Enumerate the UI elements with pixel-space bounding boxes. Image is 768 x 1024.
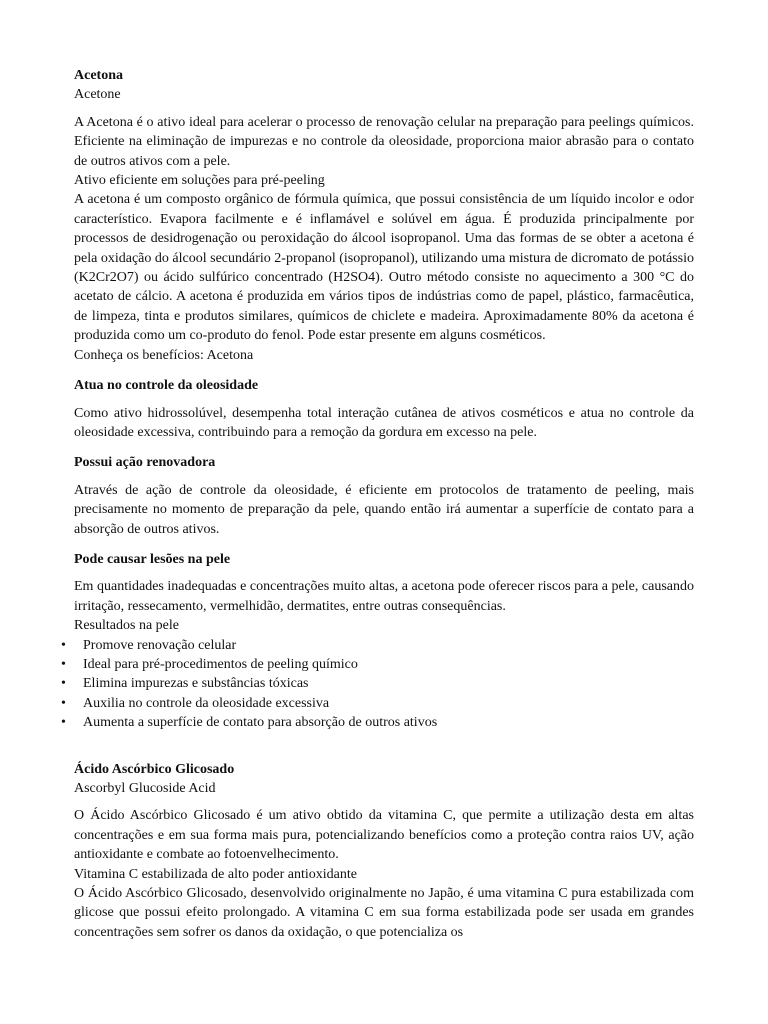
list-item <box>61 713 694 732</box>
tagline: Ativo eficiente em soluções para pré-peeling <box>74 173 325 189</box>
bullet-icon: • <box>61 695 66 711</box>
description-paragraph: A acetona é um composto orgânico de fórmula química, que possui consistência de um líquido incolor e odor característico. Evapora facilmente e é inflamável e solúvel em água. É produzida principalmente por processos de desidrogenação ou peroxidação do álcool isopropanol. Uma das formas de se obter a acetona é pela oxidação do álcool secundário 2-propanol (isopropanol), utilizando uma mistura de dicromato de potássio (K2Cr2O7) ou ácido sulfúrico concentrado (H2SO4). Outro método consiste no aquecimento a 300 °C do acetato de cálcio. A acetona é produzida em vários tipos de indústrias como de papel, plástico, farmacêutica, de limpeza, tinta e produtos similares, químicos de chiclete e madeira. Aproximadamente 80% da acetona é produzida como um co-produto do fenol. Pode estar presente em alguns cosméticos. <box>74 192 694 344</box>
document-page <box>61 66 694 942</box>
bullet-icon: • <box>61 656 66 672</box>
list-item-text: Auxilia no controle da oleosidade excessiva <box>83 695 330 711</box>
benefit-text: Em quantidades inadequadas e concentrações muito altas, a acetona pode oferecer riscos para a pele, causando irritação, ressecamento, vermelhidão, dermatites, entre outras consequências. <box>74 579 694 614</box>
benefit-text: Como ativo hidrossolúvel, desempenha total interação cutânea de ativos cosméticos e atua no controle da oleosidade excessiva, contribuindo para a remoção da gordura em excesso na pele. <box>74 405 694 440</box>
description-paragraph: O Ácido Ascórbico Glicosado, desenvolvido originalmente no Japão, é uma vitamina C pura estabilizada com glicose que possui efeito prolongado. A vitamina C em sua forma estabilizada pode ser usada em grandes concentrações sem sofrer os danos da oxidação, o que potencializa os <box>74 886 694 940</box>
list-item <box>61 655 694 674</box>
section-title-acido: Ácido Ascórbico Glicosado <box>74 761 235 777</box>
bullet-icon: • <box>61 637 66 653</box>
benefits-intro: Conheça os benefícios: Acetona <box>74 347 254 363</box>
list-item-text: Ideal para pré-procedimentos de peeling químico <box>83 656 358 672</box>
benefit-heading: Possui ação renovadora <box>74 455 216 471</box>
benefit-heading: Atua no controle da oleosidade <box>74 378 259 394</box>
list-item <box>61 674 694 693</box>
intro-paragraph: O Ácido Ascórbico Glicosado é um ativo obtido da vitamina C, que permite a utilização desta em altas concentrações e em sua forma mais pura, potencializando benefícios como a proteção contra raios UV, ação antioxidante e combate ao fotoenvelhecimento. <box>74 808 694 863</box>
section-title-acetona: Acetona <box>74 68 123 83</box>
bullet-icon: • <box>61 676 66 692</box>
section-subtitle: Ascorbyl Glucoside Acid <box>74 781 216 796</box>
tagline: Vitamina C estabilizada de alto poder antioxidante <box>74 866 357 882</box>
list-item-text: Elimina impurezas e substâncias tóxicas <box>83 676 309 692</box>
intro-paragraph: A Acetona é o ativo ideal para acelerar o processo de renovação celular na preparação para peelings químicos. Eficiente na eliminação de impurezas e no controle da oleosidade, proporciona maior abrasão para o contato de outros ativos com a pele. <box>74 114 694 169</box>
bullet-icon: • <box>61 715 66 731</box>
list-item <box>61 694 694 713</box>
results-heading: Resultados na pele <box>74 618 179 634</box>
benefit-text: Através de ação de controle da oleosidade, é eficiente em protocolos de tratamento de peeling, mais precisamente no momento de preparação da pele, quando então irá aumentar a superfície de contato para a absorção de outros ativos. <box>74 482 694 537</box>
section-subtitle: Acetone <box>74 87 121 103</box>
list-item-text: Aumenta a superfície de contato para absorção de outros ativos <box>83 715 438 731</box>
benefit-heading: Pode causar lesões na pele <box>74 551 231 567</box>
list-item <box>61 636 694 655</box>
results-list <box>61 636 694 733</box>
list-item-text: Promove renovação celular <box>83 637 237 653</box>
